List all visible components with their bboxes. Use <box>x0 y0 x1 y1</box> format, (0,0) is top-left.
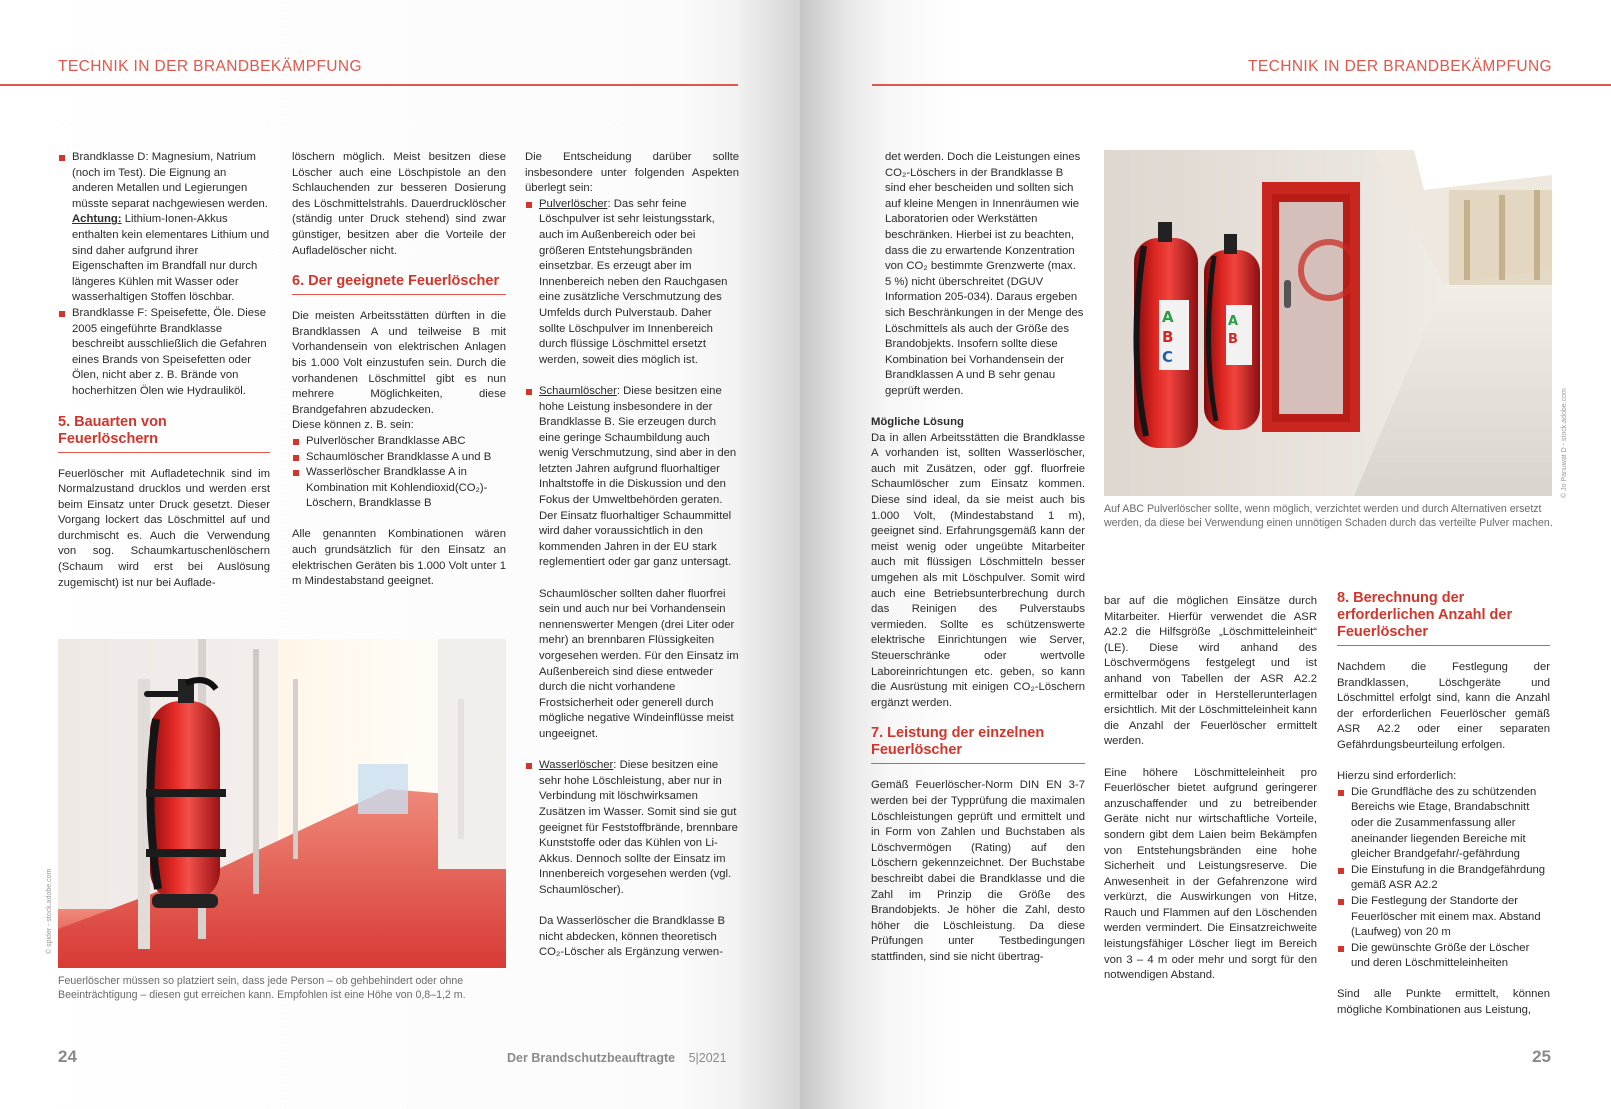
label-b-right: B <box>1228 332 1238 347</box>
paragraph-berechnung: Nachdem die Festlegung der Brandklassen, Löschgeräte und Löschmittel erfolgt sind, kann die Anzahl der erforderlichen Feuerlöscher gemäß ASR A2.2 oder einer separaten Gefährdungsbeurteilung erfolgen. <box>1337 661 1550 751</box>
bullet-schaumloescher <box>525 384 739 571</box>
pulverloescher-label: Pulverlöscher <box>539 197 608 210</box>
photo-corridor-extinguisher <box>58 639 506 968</box>
bullet-einstufung: Die Einstufung in die Brandgefährdung gemäß ASR A2.2 <box>1337 863 1550 894</box>
achtung-paragraph <box>58 212 270 306</box>
paragraph-hierzu: Hierzu sind erforderlich: <box>1337 770 1457 783</box>
caption-right-photo: Auf ABC Pulverlöscher sollte, wenn möglich, verzichtet werden und durch Alternativen ersetzt werden, da diese bei Verwendung einen unnötigen Schaden durch das verteilte Pulver machen. <box>1104 503 1553 529</box>
right-column-3 <box>1337 590 1550 1019</box>
bullet-wasser-co2: Wasserlöscher Brandklasse A in Kombination mit Kohlendioxid(CO₂)-Löschern, Brandklasse B <box>292 465 506 512</box>
subheading-moegliche-loesung: Mögliche Lösung <box>871 416 964 429</box>
paragraph-bauarten: Feuerlöscher mit Aufladetechnik sind im Normalzustand drucklos und werden erst beim Einsatz unter Druck gesetzt. Dieser Vorgang lockert das Löschmittel auf und durchmischt es. Auch die Verwendung von sog. Schaumkartuschenlöschern (Schaum wird erst bei Auslösung zugemischt) ist nur bei Auflade- <box>58 467 270 589</box>
paragraph-asr-a22: bar auf die möglichen Einsätze durch Mitarbeiter. Hierfür verwendet die ASR A2.2 die Hilfsgröße „Löschmitteleinheit“ (LE). Diese wird anhand des Löschvermögens festgelegt und ist anhand von Tabellen der ASR A2.2 ermittelbar oder in Herstellerunterlagen ersichtlich. Mit der Löschmitteleinheit kann die Anzahl der Feuerlöscher ermittelt werden. <box>1104 595 1317 748</box>
left-column-3 <box>525 150 739 961</box>
journal-title: Der Brandschutzbeauftragte <box>507 1051 676 1065</box>
paragraph-aufladeloescher: löschern möglich. Meist besitzen diese Löscher auch eine Löschpistole an den Schlauchenden zur besseren Dosierung des Löschmittelstrahls. Dauerdrucklöscher (ständig unter Druck stehend) sind zwar günstiger, besitzen aber die Vorteile der Aufladelöscher nicht. <box>292 151 506 257</box>
left-column-1 <box>58 150 270 591</box>
journal-footer <box>507 1051 727 1065</box>
schaumloescher-label: Schaumlöscher <box>539 384 617 397</box>
paragraph-moegliche-loesung: Da in allen Arbeitsstätten die Brandklasse A vorhanden ist, sollten Wasserlöscher, auch mit Zusätzen, oder ggf. fluorfreie Schaumlöscher zum Einsatz kommen. Diese sind ideal, da sie meist auch bis 1.000 Volt, (Mindestabstand 1 m), geeignet sind. Erfahrungsgemäß kann der meist wenig oder ungeübte Mitarbeiter auch mit flüssigen Löschmitteln besser umgehen als mit Löschpulver. Somit wird auch eine Betriebsunterbrechung durch das Reinigen des Pulverstaubs vermieden. Sollte es schützenswerte elektrische Einrichtungen wie Server, Steuerschränke oder wertvolle Laboreinrichtungen etc. geben, so kann die Ausrüstung mit einigen CO₂-Löschern ergänzt werden. <box>871 431 1085 709</box>
bullet-groesse: Die gewünschte Größe der Löscher und deren Löschmitteleinheiten <box>1337 941 1550 972</box>
paragraph-arbeitsstaetten: Die meisten Arbeitsstätten dürften in die Brandklassen A und teilweise B mit Vorhandensein von elektrischen Anlagen bis 1.000 Volt einzustufen sein. Durch die vorhandenen Löschmittel gibt es nun mehrere Möglichkeiten, diese Brandgefahren abzudecken. <box>292 310 506 416</box>
heading-section-6: 6. Der geeignete Feuerlöscher <box>292 273 506 295</box>
schaumloescher-text: : Diese besitzen eine hohe Leistung insbesondere in der Brandklasse B. Sie erzeugen durch eine geringe Schaumbildung auch wenig Verschmutzung, sind aber in den letzten Jahren aufgrund fluorhaltiger Inhaltstoffe in die Diskussion und den Fokus der Umweltbehörden geraten. Der Einsatz fluorhaltiger Schaummittel wird daher voraussichtlich in den kommenden Jahren in der EU stark reglementiert oder gar ganz untersagt. <box>539 384 737 569</box>
caption-left-photo: Feuerlöscher müssen so platziert sein, dass jede Person – ob gehbehindert oder ohne Beeinträchtigung – diesen gut erreichen kann. Empfohlen ist eine Höhe von 0,8–1,2 m. <box>58 975 466 1001</box>
label-a-right: A <box>1228 314 1239 329</box>
wasserloescher-text: : Diese besitzen eine sehr hohe Löschleistung, aber nur in Verbindung mit löschwirksamen Zusätzen im Wasser. Somit sind sie gut geeignet für Feststoffbrände, brennbare Kunststoffe oder das Kühlen von Li-Akkus. Dennoch sollte der Einsatz im Innenbereich vorgesehen werden (vgl. Schaumlöscher). <box>539 759 738 896</box>
paragraph-hoehere-loeschmitteleinheit: Eine höhere Löschmitteleinheit pro Feuerlöscher bietet aufgrund geringerer anzuschaffender und zu betreibender Geräte nicht nur wirtschaftliche Vorteile, sondern gibt dem Laien beim Bekämpfen von Entstehungsbränden eine hohe Sicherheit und Leistungsreserve. Die Anwesenheit in der Gefahrenzone wird verkürzt, die Auswirkungen von Hitze, Rauch und Flammen auf den Löschenden werden vermindert. Die Einsatzreichweite leistungsfähiger Löscher liegt im Bereich von 3 – 4 m oder mehr und sorgt für den notwendigen Abstand. <box>1104 766 1317 982</box>
paragraph-entscheidung: Die Entscheidung darüber sollte insbesondere unter folgenden Aspekten überlegt sein: <box>525 151 739 195</box>
journal-issue: 5|2021 <box>688 1051 727 1065</box>
paragraph-din-en-3-7: Gemäß Feuerlöscher-Norm DIN EN 3-7 werden bei der Typprüfung die maximalen Löschleistungen geprüft und ermittelt und in Form von Zahlen und Buchstaben als Löschvermögen (Rating) auf den Löschern gekennzeichnet. Der Buchstabe beschreibt dabei die Brandklasse und die Zahl im Prinzip die Größe des Brandobjekts. Je höher die Zahl, desto höher die Löschleistung. Da diese Prüfungen unter Testbedingungen stattfinden, sind sie nicht übertrag- <box>871 779 1085 963</box>
paragraph-kombinationen: Alle genannten Kombinationen wären auch grundsätzlich für den Einsatz an elektrischen Geräten bis 1.000 Volt unter 1 m Mindestabstand geeignet. <box>292 528 506 588</box>
page-number-right: 25 <box>1532 1047 1551 1066</box>
label-c-left: C <box>1162 348 1174 366</box>
left-column-2 <box>292 150 506 590</box>
corridor-illustration <box>58 639 506 968</box>
running-head-left: TECHNIK IN DER BRANDBEKÄMPFUNG <box>58 58 362 75</box>
heading-section-5: 5. Bauarten von Feuerlöschern <box>58 414 270 453</box>
photo-wall-extinguishers <box>1104 150 1552 496</box>
label-b-left: B <box>1162 328 1174 346</box>
extinguishers-illustration <box>1104 150 1552 496</box>
header-rule-left <box>0 84 738 86</box>
running-head-right: TECHNIK IN DER BRANDBEKÄMPFUNG <box>1248 58 1552 75</box>
heading-section-8: 8. Berechnung der erforderlichen Anzahl der Feuerlöscher <box>1337 590 1550 646</box>
paragraph-schaum-fluorfrei: Schaumlöscher sollten daher fluorfrei sein und auch nur bei Vorhandensein nennenswerter Mengen (drei Liter oder mehr) an brennbaren Flüssigkeiten vorgesehen werden. Für den Einsatz im Außenbereich sind diese entweder durch die nicht vorhandene Frostsicherheit oder generell durch mögliche negative Windeinflüsse meist ungeeignet. <box>539 587 739 740</box>
paragraph-diese-koennen: Diese können z. B. sein: <box>292 419 414 432</box>
bullet-brandklasse-f: Brandklasse F: Speisefette, Öle. Diese 2005 eingeführte Brandklasse beschreibt ausschließlich die Gefahren eines Brands von Speisefetten oder Ölen, nicht aber z. B. Brände von hocherhitzen Ölen wie Hydrauliköl. <box>58 306 270 400</box>
label-a-left: A <box>1162 308 1174 326</box>
paragraph-kombinationen-leistung: Sind alle Punkte ermittelt, können mögliche Kombinationen aus Leistung, <box>1337 988 1550 1017</box>
paragraph-wasser-co2: Da Wasserlöscher die Brandklasse B nicht abdecken, können theoretisch CO₂-Löscher als Ergänzung verwen- <box>539 915 726 959</box>
bullet-pulverloescher <box>525 197 739 369</box>
photo-credit-left: © spider - stock.adobe.com <box>46 868 53 954</box>
bullet-wasserloescher <box>525 758 739 898</box>
bullet-brandklasse-d: Brandklasse D: Magnesium, Natrium (noch im Test). Die Eignung an anderen Metallen und Legierungen müsste separat nachgewiesen werden. <box>58 150 270 212</box>
bullet-standorte: Die Festlegung der Standorte der Feuerlöscher mit einem max. Abstand (Laufweg) von 20 m <box>1337 894 1550 941</box>
achtung-text: Lithium-Ionen-Akkus enthalten kein elementares Lithium und sind daher aufgrund ihrer Eigenschaften im Brandfall nur durch längeres Kühlen mit Wasser oder wasserhaltigen Stoffen löschbar. <box>72 213 270 304</box>
right-column-2 <box>1104 594 1317 984</box>
bullet-schaum-ab: Schaumlöscher Brandklasse A und B <box>292 450 506 466</box>
bullet-grundflaeche: Die Grundfläche des zu schützenden Bereichs wie Etage, Brandabschnitt oder die Zusammenfassung aller aneinander liegenden Bereiche mit gleicher Brandgefahr/-gefährdung <box>1337 785 1550 863</box>
paragraph-co2-leistung: det werden. Doch die Leistungen eines CO₂-Löschers in der Brandklasse B sind eher bescheiden und sollten sich auf kleine Mengen in Innenräumen wie Laboratorien oder Werkstätten beschränken. Hierbei ist zu beachten, dass die zu erwartende Konzentration von CO₂ bestimmte Grenzwerte (max. 5 %) nicht überschreitet (DGUV Information 205-034). Daraus ergeben sich Beschränkungen in der Menge des Löschmittels als auch der Größe des Brandobjekts. Insofern sollte diese Kombination bei Vorhandensein der Brandklassen A und B sehr genau geprüft werden. <box>885 151 1084 397</box>
pulverloescher-text: : Das sehr feine Löschpulver ist sehr leistungsstark, auch im Außenbereich oder bei größeren Entstehungsbränden einsetzbar. Es erzeugt aber im Innenbereich neben den Rauchgasen eine zusätzliche Verschmutzung des Umfelds durch Pulverstaub. Daher sollte Löschpulver im Innenbereich durch flüssige Löschmittel ersetzt werden, soweit dies möglich ist. <box>539 197 728 366</box>
heading-section-7: 7. Leistung der einzelnen Feuerlöscher <box>871 725 1085 764</box>
bullet-pulver-abc: Pulverlöscher Brandklasse ABC <box>292 434 506 450</box>
wasserloescher-label: Wasserlöscher <box>539 759 614 772</box>
right-column-1 <box>871 150 1085 966</box>
header-rule-right <box>872 84 1611 86</box>
achtung-label: Achtung: <box>72 213 122 226</box>
right-page <box>800 0 1611 1109</box>
photo-credit-right: © Jo Panuwat D - stock.adobe.com <box>1561 388 1568 498</box>
left-page <box>0 0 800 1109</box>
page-number-left: 24 <box>58 1047 77 1066</box>
